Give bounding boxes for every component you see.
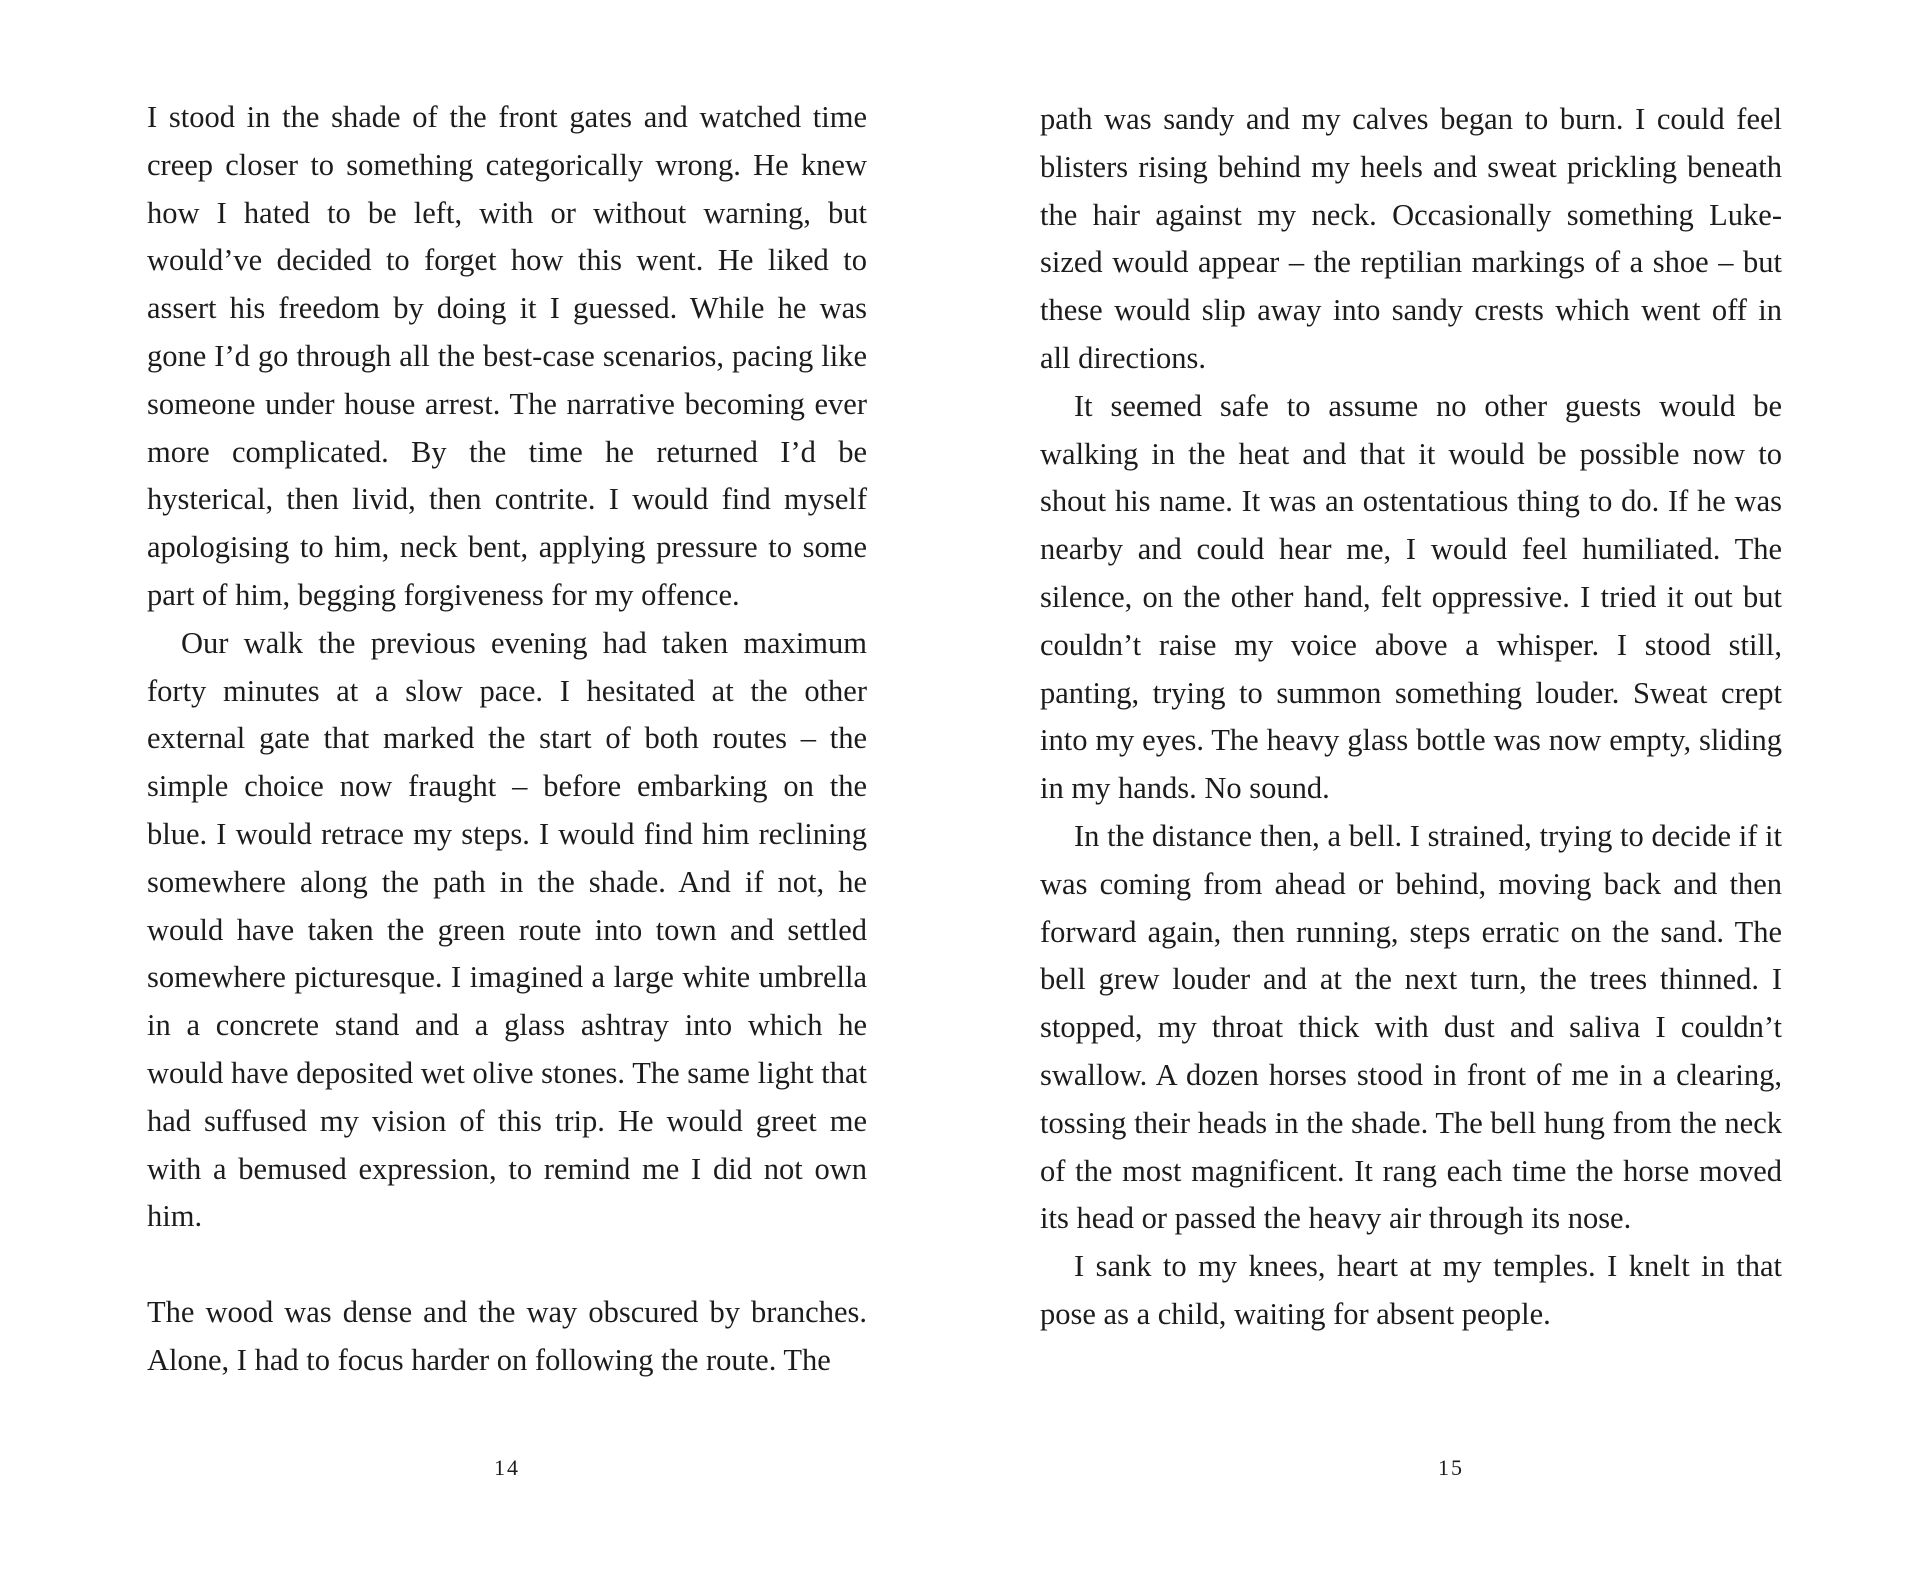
paragraph: path was sandy and my calves began to burn. I could feel blisters rising behind my heels and sweat prickling beneath the hair against my neck. Occasionally something Luke-sized would appear – the reptilian markings of a shoe – but these would slip away into sandy crests which went off in all directions. [1040, 102, 1782, 375]
page-number: 15 [1438, 1455, 1464, 1480]
left-page-body [147, 94, 867, 1385]
right-page-body [1040, 96, 1782, 1339]
paragraph: The wood was dense and the way obscured by branches. Alone, I had to focus harder on following the route. The [147, 1294, 867, 1377]
paragraph: In the distance then, a bell. I strained, trying to decide if it was coming from ahead or behind, moving back and then forward again, then running, steps erratic on the sand. The bell grew louder and at the next turn, the trees thinned. I stopped, my throat thick with dust and saliva I couldn’t swallow. A dozen horses stood in front of me in a clearing, tossing their heads in the shade. The bell hung from the neck of the most magnificent. It rang each time the horse moved its head or passed the heavy air through its nose. [1040, 818, 1782, 1236]
paragraph: I stood in the shade of the front gates and watched time creep closer to something categorically wrong. He knew how I hated to be left, with or without warning, but would’ve decided to forget how this went. He liked to assert his freedom by doing it I guessed. While he was gone I’d go through all the best-case scenarios, pacing like someone under house arrest. The narrative becoming ever more complicated. By the time he returned I’d be hysterical, then livid, then contrite. I would find myself apologising to him, neck bent, applying pressure to some part of him, begging forgiveness for my offence. [147, 100, 867, 612]
paragraph: Our walk the previous evening had taken maximum forty minutes at a slow pace. I hesitated at the other external gate that marked the start of both routes – the simple choice now fraught – before embarking on the blue. I would retrace my steps. I would find him reclining somewhere along the path in the shade. And if not, he would have taken the green route into town and settled somewhere picturesque. I imagined a large white umbrella in a concrete stand and a glass ashtray into which he would have deposited wet olive stones. The same light that had suffused my vision of this trip. He would greet me with a bemused expression, to remind me I did not own him. [147, 625, 867, 1234]
right-page [960, 0, 1920, 1595]
paragraph: I sank to my knees, heart at my temples. I knelt in that pose as a child, waiting for absent people. [1040, 1249, 1782, 1331]
paragraph: It seemed safe to assume no other guests would be walking in the heat and that it would be possible now to shout his name. It was an ostentatious thing to do. If he was nearby and could hear me, I would feel humiliated. The silence, on the other hand, felt oppressive. I tried it out but couldn’t raise my voice above a whisper. I stood still, panting, trying to summon something louder. Sweat crept into my eyes. The heavy glass bottle was now empty, sliding in my hands. No sound. [1040, 388, 1782, 806]
section-break [147, 1241, 867, 1289]
page-number: 14 [494, 1455, 520, 1480]
